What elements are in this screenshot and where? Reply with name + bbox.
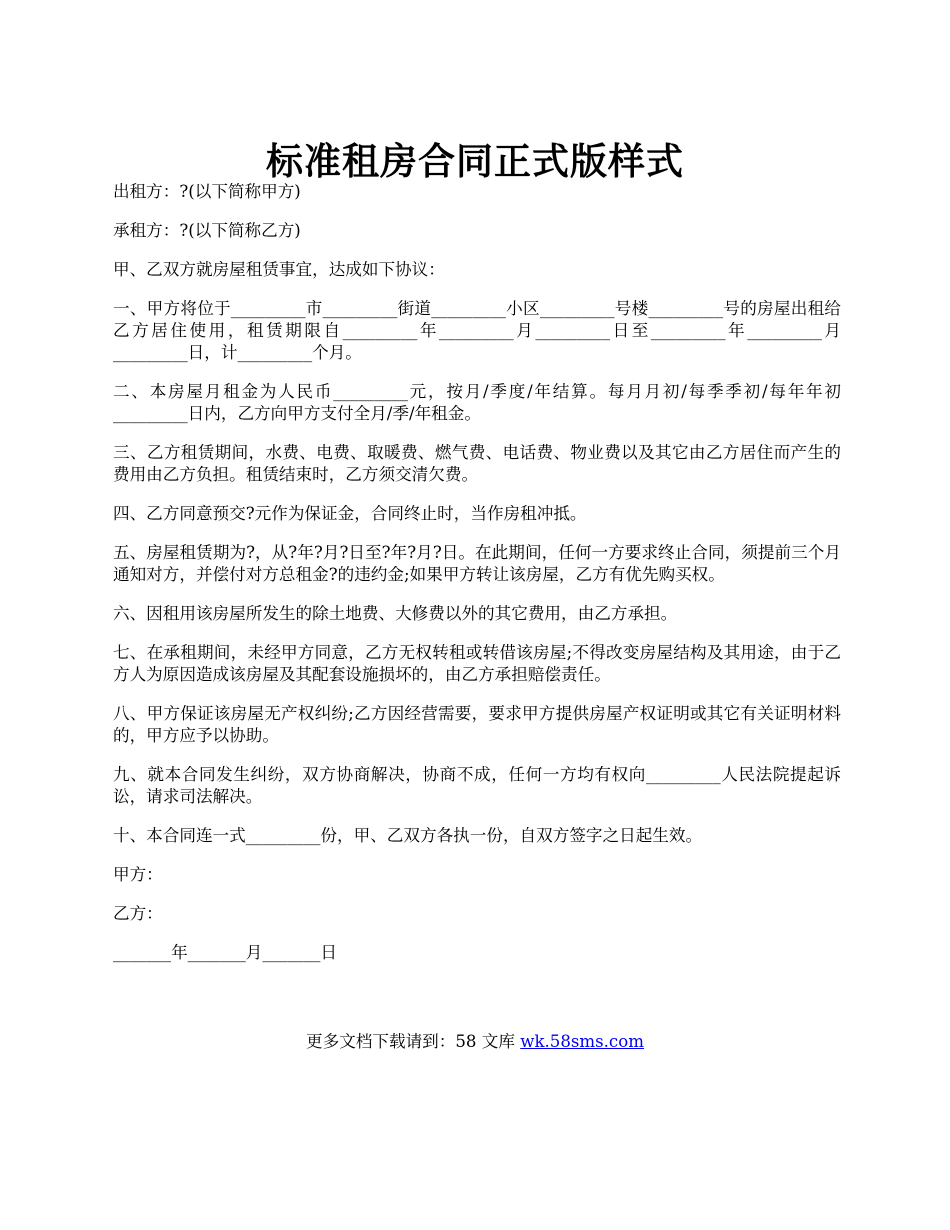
- party-b-signature: 乙方：: [113, 904, 163, 923]
- document-title: 标准租房合同正式版样式: [266, 138, 684, 183]
- lessee-line: 承租方：?(以下简称乙方): [113, 221, 301, 240]
- download-footer: [0, 1031, 950, 1053]
- clause-5: 五、房屋租赁期为?，从?年?月?日至?年?月?日。在此期间，任何一方要求终止合同，须提前三个月通知对方，并偿付对方总租金?的违约金;如果甲方转让该房屋，乙方有优先购买权。: [113, 543, 841, 584]
- clause-1: 一、甲方将位于_________市_________街道_________小区_________号楼_________号的房屋出租给乙方居住使用，租赁期限自_________年_________月_________日至_________年_________月_________日，计_________个月。: [113, 299, 841, 362]
- clause-6: 六、因租用该房屋所发生的除土地费、大修费以外的其它费用，由乙方承担。: [113, 604, 678, 623]
- clause-7: 七、在承租期间，未经甲方同意，乙方无权转租或转借该房屋;不得改变房屋结构及其用途，由于乙方人为原因造成该房屋及其配套设施损坏的，由乙方承担赔偿责任。: [113, 643, 841, 684]
- footer-text: 更多文档下载请到：58 文库: [306, 1032, 521, 1051]
- clause-4: 四、乙方同意预交?元作为保证金，合同终止时，当作房租冲抵。: [113, 504, 587, 523]
- party-a-signature: 甲方：: [113, 865, 163, 884]
- footer-link[interactable]: wk.58sms.com: [520, 1032, 644, 1051]
- clause-2: 二、本房屋月租金为人民币_________元，按月/季度/年结算。每月月初/每季季初/每年年初_________日内，乙方向甲方支付全月/季/年租金。: [113, 382, 841, 423]
- agreement-intro: 甲、乙双方就房屋租赁事宜，达成如下协议：: [113, 260, 445, 279]
- lessor-line: 出租方：?(以下简称甲方): [113, 182, 301, 201]
- signing-date: _______年_______月_______日: [113, 943, 338, 962]
- clause-9: 九、就本合同发生纠纷，双方协商解决，协商不成，任何一方均有权向_________人民法院提起诉讼，请求司法解决。: [113, 765, 841, 806]
- clause-8: 八、甲方保证该房屋无产权纠纷;乙方因经营需要，要求甲方提供房屋产权证明或其它有关证明材料的，甲方应予以协助。: [113, 704, 841, 745]
- clause-10: 十、本合同连一式_________份，甲、乙双方各执一份，自双方签字之日起生效。: [113, 826, 703, 845]
- contract-body: [113, 181, 841, 981]
- clause-3: 三、乙方租赁期间，水费、电费、取暖费、燃气费、电话费、物业费以及其它由乙方居住而产生的费用由乙方负担。租赁结束时，乙方须交清欠费。: [113, 443, 841, 484]
